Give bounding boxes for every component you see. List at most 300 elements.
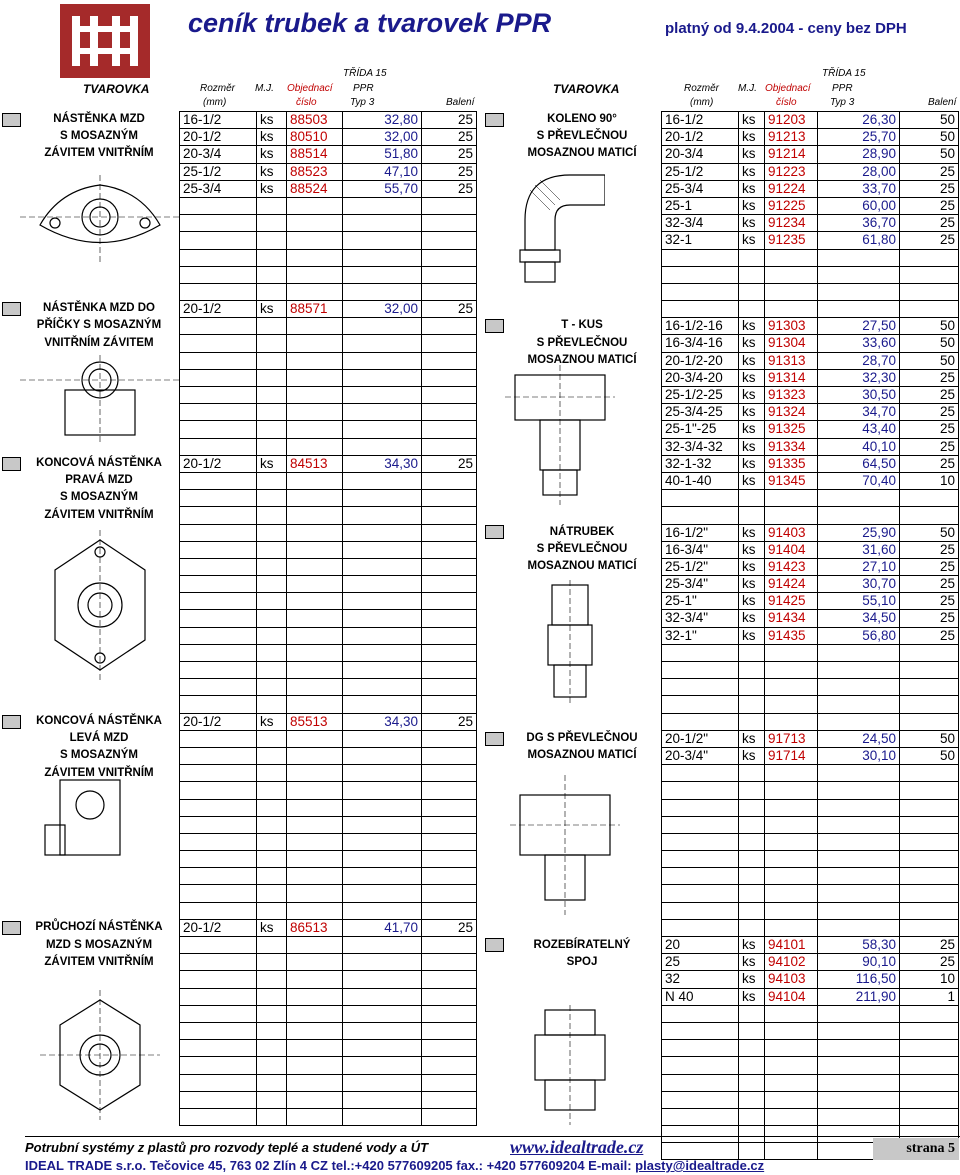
order-code-cell bbox=[286, 834, 342, 850]
unit-cell: ks bbox=[738, 593, 764, 609]
size-cell bbox=[179, 1006, 256, 1022]
drawing-union bbox=[520, 1005, 620, 1125]
order-code-cell: 91223 bbox=[764, 164, 817, 180]
price-cell bbox=[817, 507, 899, 523]
table-row bbox=[179, 714, 477, 731]
pack-cell bbox=[421, 284, 477, 300]
pack-cell: 25 bbox=[899, 937, 959, 953]
order-code-cell bbox=[764, 1075, 817, 1091]
pack-cell: 25 bbox=[899, 576, 959, 592]
order-code-cell bbox=[286, 593, 342, 609]
price-cell bbox=[817, 267, 899, 283]
unit-cell bbox=[256, 507, 286, 523]
size-cell: 20-1/2" bbox=[661, 731, 738, 747]
pack-cell bbox=[421, 628, 477, 644]
order-code-cell: 80510 bbox=[286, 129, 342, 145]
price-cell: 56,80 bbox=[817, 628, 899, 644]
size-cell bbox=[179, 834, 256, 850]
price-cell bbox=[342, 250, 421, 266]
fitting-name: S PŘEVLEČNOU bbox=[536, 336, 628, 349]
order-code-cell: 91345 bbox=[764, 473, 817, 489]
order-code-cell bbox=[764, 1109, 817, 1125]
order-code-cell bbox=[286, 971, 342, 987]
pack-cell bbox=[421, 490, 477, 506]
size-cell bbox=[661, 301, 738, 317]
size-cell bbox=[661, 679, 738, 695]
size-cell bbox=[179, 628, 256, 644]
unit-cell bbox=[256, 903, 286, 919]
table-row bbox=[661, 284, 959, 301]
unit-cell: ks bbox=[738, 473, 764, 489]
size-cell bbox=[179, 748, 256, 764]
unit-cell bbox=[738, 782, 764, 798]
pack-cell bbox=[899, 645, 959, 661]
drawing-end-plate-left bbox=[35, 775, 145, 885]
size-cell bbox=[661, 1143, 738, 1159]
pack-cell bbox=[899, 284, 959, 300]
price-cell bbox=[342, 542, 421, 558]
table-row bbox=[179, 146, 477, 163]
price-cell: 32,30 bbox=[817, 370, 899, 386]
size-cell bbox=[179, 989, 256, 1005]
order-code-cell bbox=[764, 1126, 817, 1142]
price-cell: 47,10 bbox=[342, 164, 421, 180]
price-cell: 40,10 bbox=[817, 439, 899, 455]
price-cell bbox=[817, 490, 899, 506]
price-cell bbox=[342, 232, 421, 248]
price-cell: 43,40 bbox=[817, 421, 899, 437]
price-cell bbox=[817, 782, 899, 798]
order-code-cell bbox=[764, 250, 817, 266]
unit-cell bbox=[256, 851, 286, 867]
table-row bbox=[661, 404, 959, 421]
size-cell bbox=[661, 817, 738, 833]
price-cell bbox=[342, 559, 421, 575]
table-row bbox=[179, 782, 477, 799]
price-cell bbox=[342, 1006, 421, 1022]
unit-cell bbox=[256, 1040, 286, 1056]
order-code-cell: 94102 bbox=[764, 954, 817, 970]
pack-cell: 25 bbox=[899, 954, 959, 970]
price-cell bbox=[342, 679, 421, 695]
order-code-cell: 88524 bbox=[286, 181, 342, 197]
table-row bbox=[661, 542, 959, 559]
price-cell: 55,70 bbox=[342, 181, 421, 197]
fitting-name: KOLENO 90° bbox=[547, 113, 617, 125]
unit-cell bbox=[256, 1006, 286, 1022]
size-cell bbox=[661, 834, 738, 850]
size-cell bbox=[661, 1092, 738, 1108]
size-cell bbox=[661, 696, 738, 712]
order-code-cell: 91435 bbox=[764, 628, 817, 644]
size-cell: 25-1/2 bbox=[661, 164, 738, 180]
pack-cell bbox=[899, 507, 959, 523]
unit-cell bbox=[738, 903, 764, 919]
order-code-cell: 91303 bbox=[764, 318, 817, 334]
table-row bbox=[661, 198, 959, 215]
price-cell bbox=[342, 662, 421, 678]
price-grid bbox=[179, 111, 477, 1126]
fitting-name: DG S PŘEVLEČNOU bbox=[526, 732, 638, 745]
size-cell bbox=[661, 782, 738, 798]
unit-cell bbox=[256, 1075, 286, 1091]
order-code-cell: 94104 bbox=[764, 989, 817, 1005]
table-row bbox=[661, 662, 959, 679]
size-cell bbox=[179, 490, 256, 506]
price-cell bbox=[342, 765, 421, 781]
size-cell bbox=[179, 353, 256, 369]
pack-cell: 25 bbox=[421, 181, 477, 197]
unit-cell bbox=[738, 507, 764, 523]
unit-cell: ks bbox=[256, 181, 286, 197]
price-cell bbox=[817, 885, 899, 901]
table-row bbox=[179, 834, 477, 851]
order-code-cell bbox=[764, 490, 817, 506]
col-order-2: číslo bbox=[296, 97, 317, 108]
table-row bbox=[179, 525, 477, 542]
table-row bbox=[661, 817, 959, 834]
table-row bbox=[179, 473, 477, 490]
unit-cell bbox=[256, 800, 286, 816]
col-unit: M.J. bbox=[255, 83, 274, 94]
fitting-name: PRAVÁ MZD bbox=[65, 474, 133, 487]
pack-cell bbox=[899, 696, 959, 712]
pack-cell: 50 bbox=[899, 318, 959, 334]
unit-cell bbox=[738, 800, 764, 816]
unit-cell: ks bbox=[738, 525, 764, 541]
order-code-cell: 91424 bbox=[764, 576, 817, 592]
table-row bbox=[179, 1057, 477, 1074]
table-row bbox=[661, 112, 959, 129]
order-code-cell: 91213 bbox=[764, 129, 817, 145]
order-code-cell bbox=[286, 421, 342, 437]
table-row bbox=[179, 112, 477, 129]
unit-cell: ks bbox=[738, 146, 764, 162]
table-row bbox=[179, 542, 477, 559]
col-fitting: TVAROVKA bbox=[553, 82, 620, 96]
size-cell bbox=[661, 903, 738, 919]
table-row bbox=[179, 181, 477, 198]
pack-cell bbox=[421, 1057, 477, 1073]
unit-cell bbox=[256, 250, 286, 266]
order-code-cell bbox=[286, 1057, 342, 1073]
table-row bbox=[179, 817, 477, 834]
pack-cell bbox=[421, 1023, 477, 1039]
table-row bbox=[179, 954, 477, 971]
order-code-cell bbox=[286, 232, 342, 248]
pack-cell: 25 bbox=[421, 112, 477, 128]
size-cell: 20 bbox=[661, 937, 738, 953]
size-cell: 20-1/2 bbox=[179, 456, 256, 472]
price-cell: 34,30 bbox=[342, 456, 421, 472]
order-code-cell: 91334 bbox=[764, 439, 817, 455]
size-cell bbox=[179, 971, 256, 987]
size-cell bbox=[661, 851, 738, 867]
size-cell: 32-3/4" bbox=[661, 610, 738, 626]
order-code-cell bbox=[286, 989, 342, 1005]
price-cell: 211,90 bbox=[817, 989, 899, 1005]
unit-cell: ks bbox=[738, 610, 764, 626]
pack-cell bbox=[421, 198, 477, 214]
unit-cell bbox=[256, 748, 286, 764]
price-cell bbox=[342, 937, 421, 953]
size-cell bbox=[179, 696, 256, 712]
fitting-name: PŘÍČKY S MOSAZNÝM bbox=[36, 319, 162, 332]
pack-cell bbox=[421, 610, 477, 626]
order-code-cell: 91714 bbox=[764, 748, 817, 764]
order-code-cell bbox=[764, 868, 817, 884]
unit-cell bbox=[738, 817, 764, 833]
table-row bbox=[179, 1023, 477, 1040]
unit-cell bbox=[256, 662, 286, 678]
col-order-2: číslo bbox=[776, 97, 797, 108]
table-row bbox=[179, 628, 477, 645]
size-cell bbox=[661, 1040, 738, 1056]
order-code-cell bbox=[286, 215, 342, 231]
price-cell: 32,80 bbox=[342, 112, 421, 128]
price-grid bbox=[661, 111, 959, 1160]
unit-cell bbox=[256, 370, 286, 386]
order-code-cell bbox=[764, 1023, 817, 1039]
price-cell: 27,50 bbox=[817, 318, 899, 334]
pack-cell: 10 bbox=[899, 473, 959, 489]
pack-cell bbox=[421, 507, 477, 523]
size-cell bbox=[661, 284, 738, 300]
order-code-cell bbox=[764, 1143, 817, 1159]
pack-cell bbox=[899, 1075, 959, 1091]
price-cell bbox=[817, 765, 899, 781]
unit-cell bbox=[256, 954, 286, 970]
size-cell bbox=[179, 576, 256, 592]
order-code-cell bbox=[764, 696, 817, 712]
order-code-cell bbox=[286, 473, 342, 489]
unit-cell: ks bbox=[738, 456, 764, 472]
fitting-name: S PŘEVLEČNOU bbox=[536, 543, 628, 555]
fitting-name: KONCOVÁ NÁSTĚNKA bbox=[36, 457, 162, 469]
price-cell: 30,10 bbox=[817, 748, 899, 764]
fitting-name: S MOSAZNÝM bbox=[60, 749, 138, 762]
pack-cell bbox=[899, 1057, 959, 1073]
unit-cell bbox=[256, 731, 286, 747]
pack-cell: 50 bbox=[899, 731, 959, 747]
size-cell bbox=[179, 782, 256, 798]
price-cell bbox=[342, 731, 421, 747]
unit-cell bbox=[256, 198, 286, 214]
pack-cell: 50 bbox=[899, 748, 959, 764]
price-cell bbox=[817, 1023, 899, 1039]
price-cell bbox=[817, 1092, 899, 1108]
table-row bbox=[661, 267, 959, 284]
table-row bbox=[179, 318, 477, 335]
price-cell bbox=[342, 817, 421, 833]
order-code-cell bbox=[764, 903, 817, 919]
order-code-cell: 91304 bbox=[764, 335, 817, 351]
price-cell bbox=[817, 645, 899, 661]
table-row bbox=[661, 989, 959, 1006]
price-cell bbox=[817, 301, 899, 317]
price-cell bbox=[817, 903, 899, 919]
price-cell bbox=[342, 885, 421, 901]
order-code-cell: 91314 bbox=[764, 370, 817, 386]
unit-cell bbox=[738, 1023, 764, 1039]
table-row bbox=[661, 885, 959, 902]
class-label: TŘÍDA 15 bbox=[343, 68, 387, 79]
pack-cell bbox=[421, 851, 477, 867]
order-code-cell bbox=[286, 748, 342, 764]
size-cell bbox=[661, 1075, 738, 1091]
size-cell bbox=[661, 920, 738, 936]
col-size: Rozměr bbox=[684, 83, 720, 94]
order-code-cell bbox=[764, 800, 817, 816]
pack-cell bbox=[421, 318, 477, 334]
size-cell bbox=[661, 1006, 738, 1022]
size-cell bbox=[661, 868, 738, 884]
unit-cell bbox=[256, 353, 286, 369]
price-cell bbox=[342, 490, 421, 506]
unit-cell bbox=[256, 765, 286, 781]
pack-cell bbox=[899, 903, 959, 919]
unit-cell: ks bbox=[256, 920, 286, 936]
footer-tagline: Potrubní systémy z plastů pro rozvody teplé a studené vody a ÚT bbox=[25, 1140, 429, 1155]
table-row bbox=[179, 164, 477, 181]
price-cell bbox=[342, 507, 421, 523]
price-cell bbox=[342, 370, 421, 386]
table-row bbox=[179, 903, 477, 920]
table-row bbox=[179, 576, 477, 593]
order-code-cell: 85513 bbox=[286, 714, 342, 730]
order-code-cell: 91404 bbox=[764, 542, 817, 558]
order-code-cell bbox=[286, 731, 342, 747]
price-cell bbox=[342, 284, 421, 300]
table-row bbox=[661, 834, 959, 851]
size-cell bbox=[179, 318, 256, 334]
unit-cell bbox=[256, 232, 286, 248]
order-code-cell: 88503 bbox=[286, 112, 342, 128]
drawing-end-plate-right bbox=[35, 530, 165, 680]
table-row bbox=[179, 507, 477, 524]
unit-cell: ks bbox=[738, 318, 764, 334]
class-label: TŘÍDA 15 bbox=[822, 68, 866, 79]
pack-cell: 25 bbox=[421, 301, 477, 317]
unit-cell bbox=[738, 920, 764, 936]
size-cell: 40-1-40 bbox=[661, 473, 738, 489]
size-cell bbox=[179, 662, 256, 678]
table-row bbox=[661, 851, 959, 868]
size-cell: 32-3/4 bbox=[661, 215, 738, 231]
price-cell bbox=[817, 679, 899, 695]
size-cell bbox=[179, 507, 256, 523]
order-code-cell bbox=[286, 868, 342, 884]
table-row bbox=[661, 232, 959, 249]
pack-cell bbox=[421, 800, 477, 816]
col-type: Typ 3 bbox=[830, 97, 855, 108]
order-code-cell bbox=[764, 1040, 817, 1056]
size-cell bbox=[179, 954, 256, 970]
table-row bbox=[179, 1006, 477, 1023]
fitting-name: MZD S MOSAZNÝM bbox=[45, 938, 153, 951]
pack-cell: 25 bbox=[899, 593, 959, 609]
order-code-cell: 91235 bbox=[764, 232, 817, 248]
unit-cell bbox=[256, 817, 286, 833]
size-cell bbox=[661, 645, 738, 661]
order-code-cell bbox=[286, 817, 342, 833]
order-code-cell: 91325 bbox=[764, 421, 817, 437]
order-code-cell bbox=[286, 576, 342, 592]
table-row bbox=[179, 439, 477, 456]
price-cell: 30,70 bbox=[817, 576, 899, 592]
order-code-cell bbox=[286, 267, 342, 283]
table-row bbox=[179, 250, 477, 267]
fitting-name: S MOSAZNÝM bbox=[60, 491, 138, 504]
email-link[interactable]: plasty@idealtrade.cz bbox=[635, 1158, 765, 1173]
table-row bbox=[661, 782, 959, 799]
size-cell: 20-1/2 bbox=[179, 920, 256, 936]
unit-cell bbox=[256, 696, 286, 712]
pack-cell: 25 bbox=[899, 370, 959, 386]
size-cell: 32-1 bbox=[661, 232, 738, 248]
order-code-cell: 91214 bbox=[764, 146, 817, 162]
size-cell bbox=[179, 232, 256, 248]
size-cell: 20-1/2 bbox=[179, 129, 256, 145]
order-code-cell: 91423 bbox=[764, 559, 817, 575]
pack-cell bbox=[421, 696, 477, 712]
fitting-name: ROZEBÍRATELNÝ bbox=[533, 938, 631, 951]
table-row bbox=[661, 971, 959, 988]
price-cell: 34,70 bbox=[817, 404, 899, 420]
pack-cell bbox=[421, 1040, 477, 1056]
order-code-cell bbox=[764, 679, 817, 695]
size-cell: 32-3/4-32 bbox=[661, 439, 738, 455]
price-cell bbox=[342, 1109, 421, 1125]
fitting-name: NÁSTĚNKA MZD bbox=[53, 113, 145, 125]
price-cell bbox=[342, 387, 421, 403]
price-cell bbox=[817, 834, 899, 850]
col-ppr: PPR bbox=[832, 83, 853, 94]
price-cell bbox=[342, 1040, 421, 1056]
unit-cell bbox=[256, 335, 286, 351]
table-row bbox=[661, 559, 959, 576]
table-row bbox=[661, 748, 959, 765]
size-cell bbox=[179, 473, 256, 489]
price-cell bbox=[817, 920, 899, 936]
price-cell bbox=[817, 800, 899, 816]
size-cell bbox=[179, 284, 256, 300]
website-link[interactable]: www.idealtrade.cz bbox=[510, 1137, 644, 1157]
order-code-cell bbox=[286, 765, 342, 781]
pack-cell bbox=[421, 954, 477, 970]
order-code-cell bbox=[764, 817, 817, 833]
size-cell bbox=[661, 250, 738, 266]
unit-cell bbox=[256, 542, 286, 558]
size-cell bbox=[179, 610, 256, 626]
fitting-name: MOSAZNOU MATICÍ bbox=[527, 749, 637, 762]
table-row bbox=[661, 525, 959, 542]
size-cell bbox=[179, 559, 256, 575]
table-row bbox=[179, 1075, 477, 1092]
pack-cell bbox=[421, 662, 477, 678]
pack-cell bbox=[421, 421, 477, 437]
price-cell bbox=[342, 903, 421, 919]
pack-cell bbox=[421, 353, 477, 369]
order-code-cell bbox=[286, 284, 342, 300]
pack-cell: 25 bbox=[899, 215, 959, 231]
price-cell bbox=[817, 284, 899, 300]
order-code-cell: 91234 bbox=[764, 215, 817, 231]
unit-cell bbox=[738, 1143, 764, 1159]
unit-cell bbox=[256, 387, 286, 403]
size-cell bbox=[661, 885, 738, 901]
size-cell: 16-1/2" bbox=[661, 525, 738, 541]
